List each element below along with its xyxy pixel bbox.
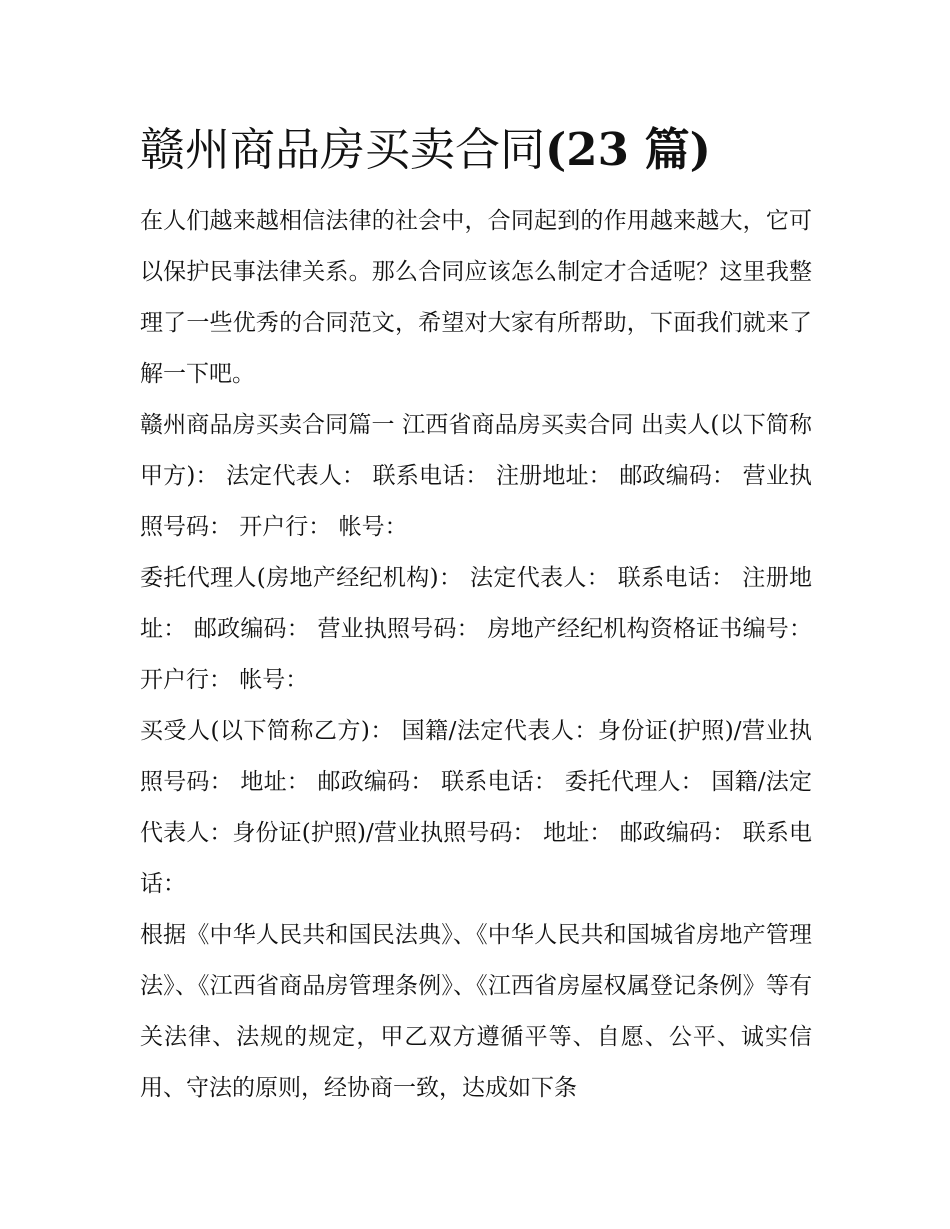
seller-paragraph: 赣州商品房买卖合同篇一 江西省商品房买卖合同 出卖人(以下简称甲方)： 法定代表人： 联系电话： 注册地址： 邮政编码： 营业执照号码： 开户行： 帐号： (140, 412, 812, 540)
buyer-paragraph: 买受人(以下简称乙方)： 国籍/法定代表人：身份证(护照)/营业执照号码： 地址： 邮政编码： 联系电话： 委托代理人： 国籍/法定代表人：身份证(护照)/营业执照号码： 地址： 邮政编码： 联系电话： (140, 718, 812, 897)
legal-basis-paragraph: 根据《中华人民共和国民法典》、《中华人民共和国城省房地产管理法》、《江西省商品房管理条例》、《江西省房屋权属登记条例》等有关法律、法规的规定，甲乙双方遵循平等、自愿、公平、诚实信用、守法的原则，经协商一致，达成如下条 (140, 922, 812, 1101)
title-count: (23 篇) (545, 123, 711, 176)
document-page (140, 118, 812, 1114)
document-title (140, 118, 812, 182)
title-main: 赣州商品房买卖合同 (140, 123, 546, 176)
agent-paragraph: 委托代理人(房地产经纪机构)： 法定代表人： 联系电话： 注册地址： 邮政编码： 营业执照号码： 房地产经纪机构资格证书编号： 开户行： 帐号： (140, 565, 812, 693)
intro-paragraph: 在人们越来越相信法律的社会中，合同起到的作用越来越大，它可以保护民事法律关系。那么合同应该怎么制定才合适呢？这里我整理了一些优秀的合同范文，希望对大家有所帮助，下面我们就来了解一下吧。 (140, 208, 812, 387)
